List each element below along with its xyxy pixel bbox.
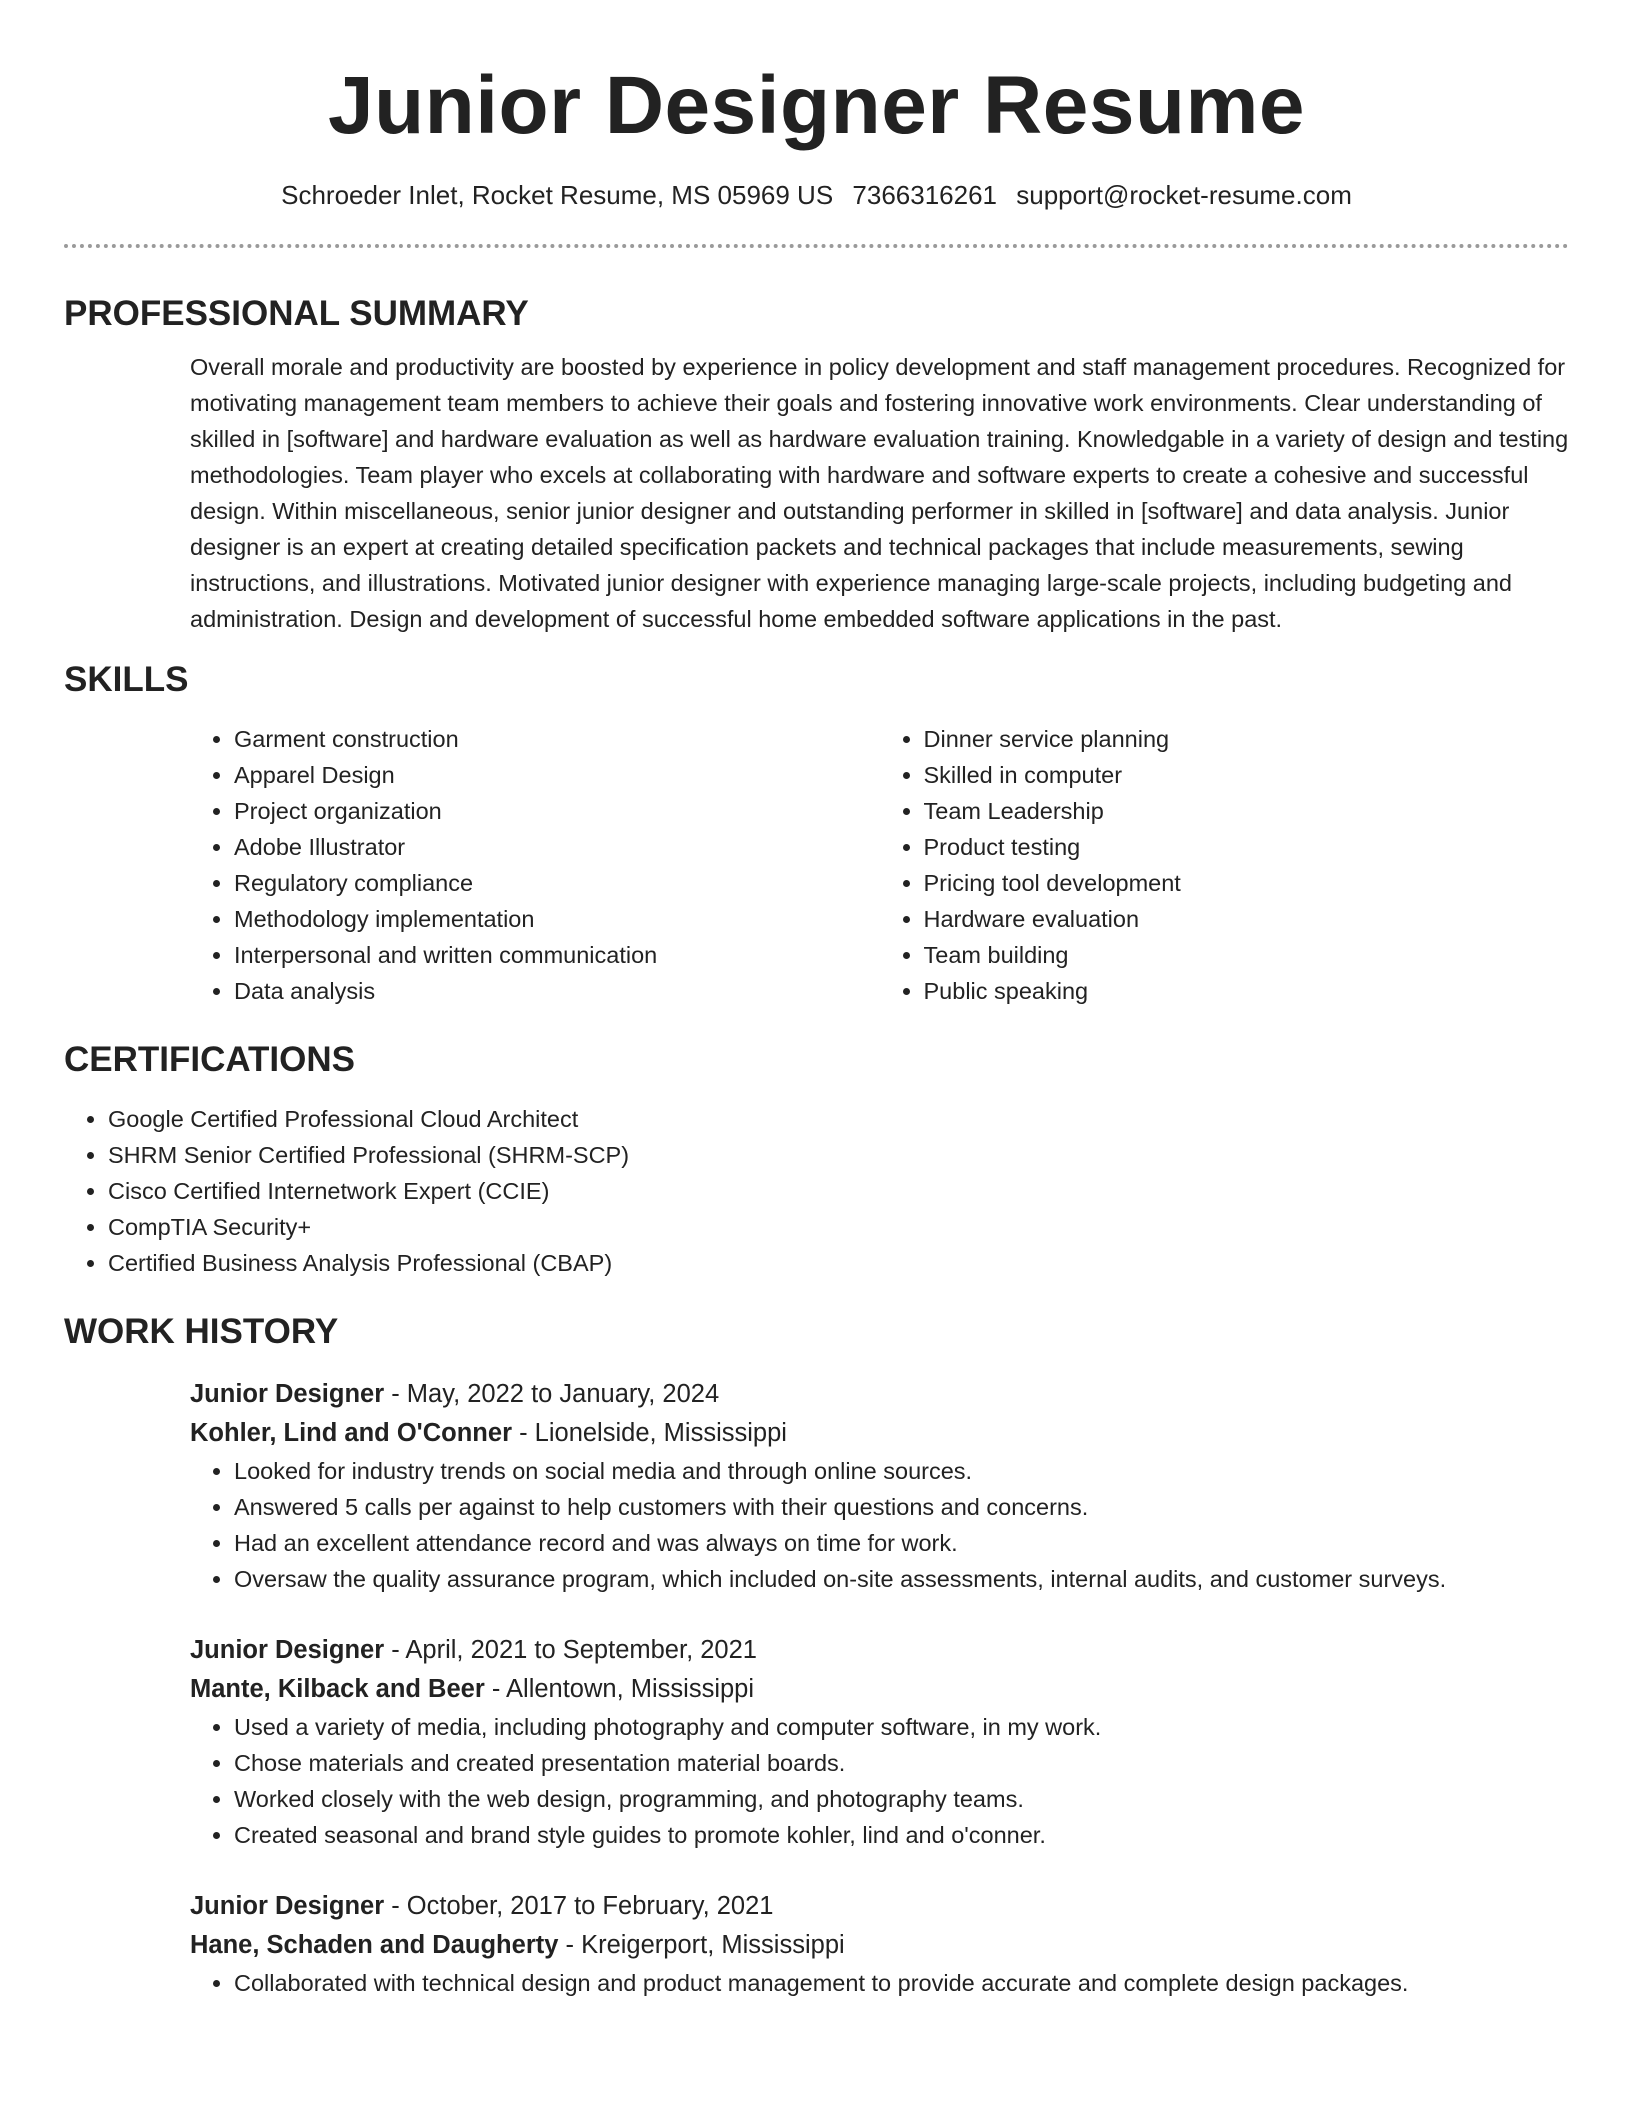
job-entry — [190, 1631, 1569, 1853]
certifications-heading: CERTIFICATIONS — [64, 1040, 356, 1079]
job-bullet: • Answered 5 calls per against to help customers with their questions and concerns. — [234, 1489, 1569, 1525]
job-bullet: • Oversaw the quality assurance program, which included on-site assessments, internal audits, and customer surveys. — [234, 1561, 1569, 1597]
certifications-section — [64, 1039, 1569, 1281]
skill-item: • Methodology implementation — [234, 901, 880, 937]
job-bullet: • Looked for industry trends on social media and through online sources. — [234, 1453, 1569, 1489]
skill-item: • Adobe Illustrator — [234, 829, 880, 865]
skill-item: • Product testing — [924, 829, 1570, 865]
job-bullets — [190, 1453, 1569, 1597]
job-bullet: • Collaborated with technical design and product management to provide accurate and complete design packages. — [234, 1965, 1569, 2001]
work-history-heading: WORK HISTORY — [64, 1312, 339, 1351]
contact-email: support@rocket-resume.com — [1016, 180, 1352, 210]
summary-text: Overall morale and productivity are boosted by experience in policy development and staff management procedures. Recognized for motivating management team members to achieve their goals and fostering innovative work environments. Clear understanding of skilled in [software] and hardware evaluation as well as hardware evaluation training. Knowledgable in a variety of design and testing methodologies. Team player who excels at collaborating with hardware and software experts to create a cohesive and successful design. Within miscellaneous, senior junior designer and outstanding performer in skilled in [software] and data analysis. Junior designer is an expert at creating detailed specification packets and technical packages that include measurements, sewing instructions, and illustrations. Motivated junior designer with experience managing large-scale projects, including budgeting and administration. Design and development of successful home embedded software applications in the past. — [190, 354, 1569, 632]
job-company-line — [190, 1926, 1569, 1965]
contact-address: Schroeder Inlet, Rocket Resume, MS 05969 US — [281, 180, 834, 210]
header-divider — [64, 244, 1569, 248]
skill-item: • Dinner service planning — [924, 721, 1570, 757]
certifications-list — [64, 1101, 1569, 1281]
job-location: - Lionelside, Mississippi — [512, 1419, 787, 1447]
job-role: Junior Designer — [190, 1636, 385, 1664]
skill-item: • Apparel Design — [234, 757, 880, 793]
job-company-line — [190, 1670, 1569, 1709]
certification-item: • Google Certified Professional Cloud Architect — [108, 1101, 1569, 1137]
job-entry — [190, 1375, 1569, 1597]
job-title-line — [190, 1631, 1569, 1670]
skills-list-right — [880, 721, 1570, 1009]
skill-item: • Interpersonal and written communication — [234, 937, 880, 973]
skill-item: • Pricing tool development — [924, 865, 1570, 901]
job-bullets — [190, 1965, 1569, 2001]
job-company: Mante, Kilback and Beer — [190, 1675, 485, 1703]
skill-item: • Project organization — [234, 793, 880, 829]
skills-heading: SKILLS — [64, 660, 189, 699]
job-dates: - May, 2022 to January, 2024 — [384, 1380, 720, 1408]
skill-item: • Regulatory compliance — [234, 865, 880, 901]
contact-phone: 7366316261 — [852, 180, 998, 210]
job-entry — [190, 1887, 1569, 2001]
certification-item: • SHRM Senior Certified Professional (SHRM-SCP) — [108, 1137, 1569, 1173]
certification-item: • Cisco Certified Internetwork Expert (CCIE) — [108, 1173, 1569, 1209]
skills-list-left — [190, 721, 880, 1009]
skill-item: • Public speaking — [924, 973, 1570, 1009]
job-company-line — [190, 1414, 1569, 1453]
work-history-section — [64, 1311, 1569, 2001]
job-dates: - October, 2017 to February, 2021 — [384, 1892, 774, 1920]
skill-item: • Garment construction — [234, 721, 880, 757]
contact-line — [64, 178, 1569, 212]
job-bullet: • Chose materials and created presentation material boards. — [234, 1745, 1569, 1781]
skills-columns — [190, 721, 1569, 1009]
summary-heading: PROFESSIONAL SUMMARY — [64, 294, 529, 333]
skills-section — [64, 659, 1569, 1009]
skill-item: • Data analysis — [234, 973, 880, 1009]
job-bullet: • Created seasonal and brand style guides to promote kohler, lind and o'conner. — [234, 1817, 1569, 1853]
skill-item: • Hardware evaluation — [924, 901, 1570, 937]
job-bullet: • Had an excellent attendance record and was always on time for work. — [234, 1525, 1569, 1561]
job-bullets — [190, 1709, 1569, 1853]
job-company: Hane, Schaden and Daugherty — [190, 1931, 559, 1959]
certification-item: • CompTIA Security+ — [108, 1209, 1569, 1245]
certification-item: • Certified Business Analysis Professional (CBAP) — [108, 1245, 1569, 1281]
resume-page — [64, 0, 1569, 2001]
job-role: Junior Designer — [190, 1380, 385, 1408]
job-company: Kohler, Lind and O'Conner — [190, 1419, 512, 1447]
job-role: Junior Designer — [190, 1892, 385, 1920]
skill-item: • Team Leadership — [924, 793, 1570, 829]
summary-section — [64, 293, 1569, 637]
job-location: - Allentown, Mississippi — [484, 1675, 755, 1703]
job-bullet: • Used a variety of media, including photography and computer software, in my work. — [234, 1709, 1569, 1745]
skill-item: • Team building — [924, 937, 1570, 973]
job-title-line — [190, 1887, 1569, 1926]
job-dates: - April, 2021 to September, 2021 — [384, 1636, 757, 1664]
job-bullet: • Worked closely with the web design, programming, and photography teams. — [234, 1781, 1569, 1817]
job-location: - Kreigerport, Mississippi — [558, 1931, 845, 1959]
resume-title: Junior Designer Resume — [327, 60, 1306, 151]
skill-item: • Skilled in computer — [924, 757, 1570, 793]
job-title-line — [190, 1375, 1569, 1414]
